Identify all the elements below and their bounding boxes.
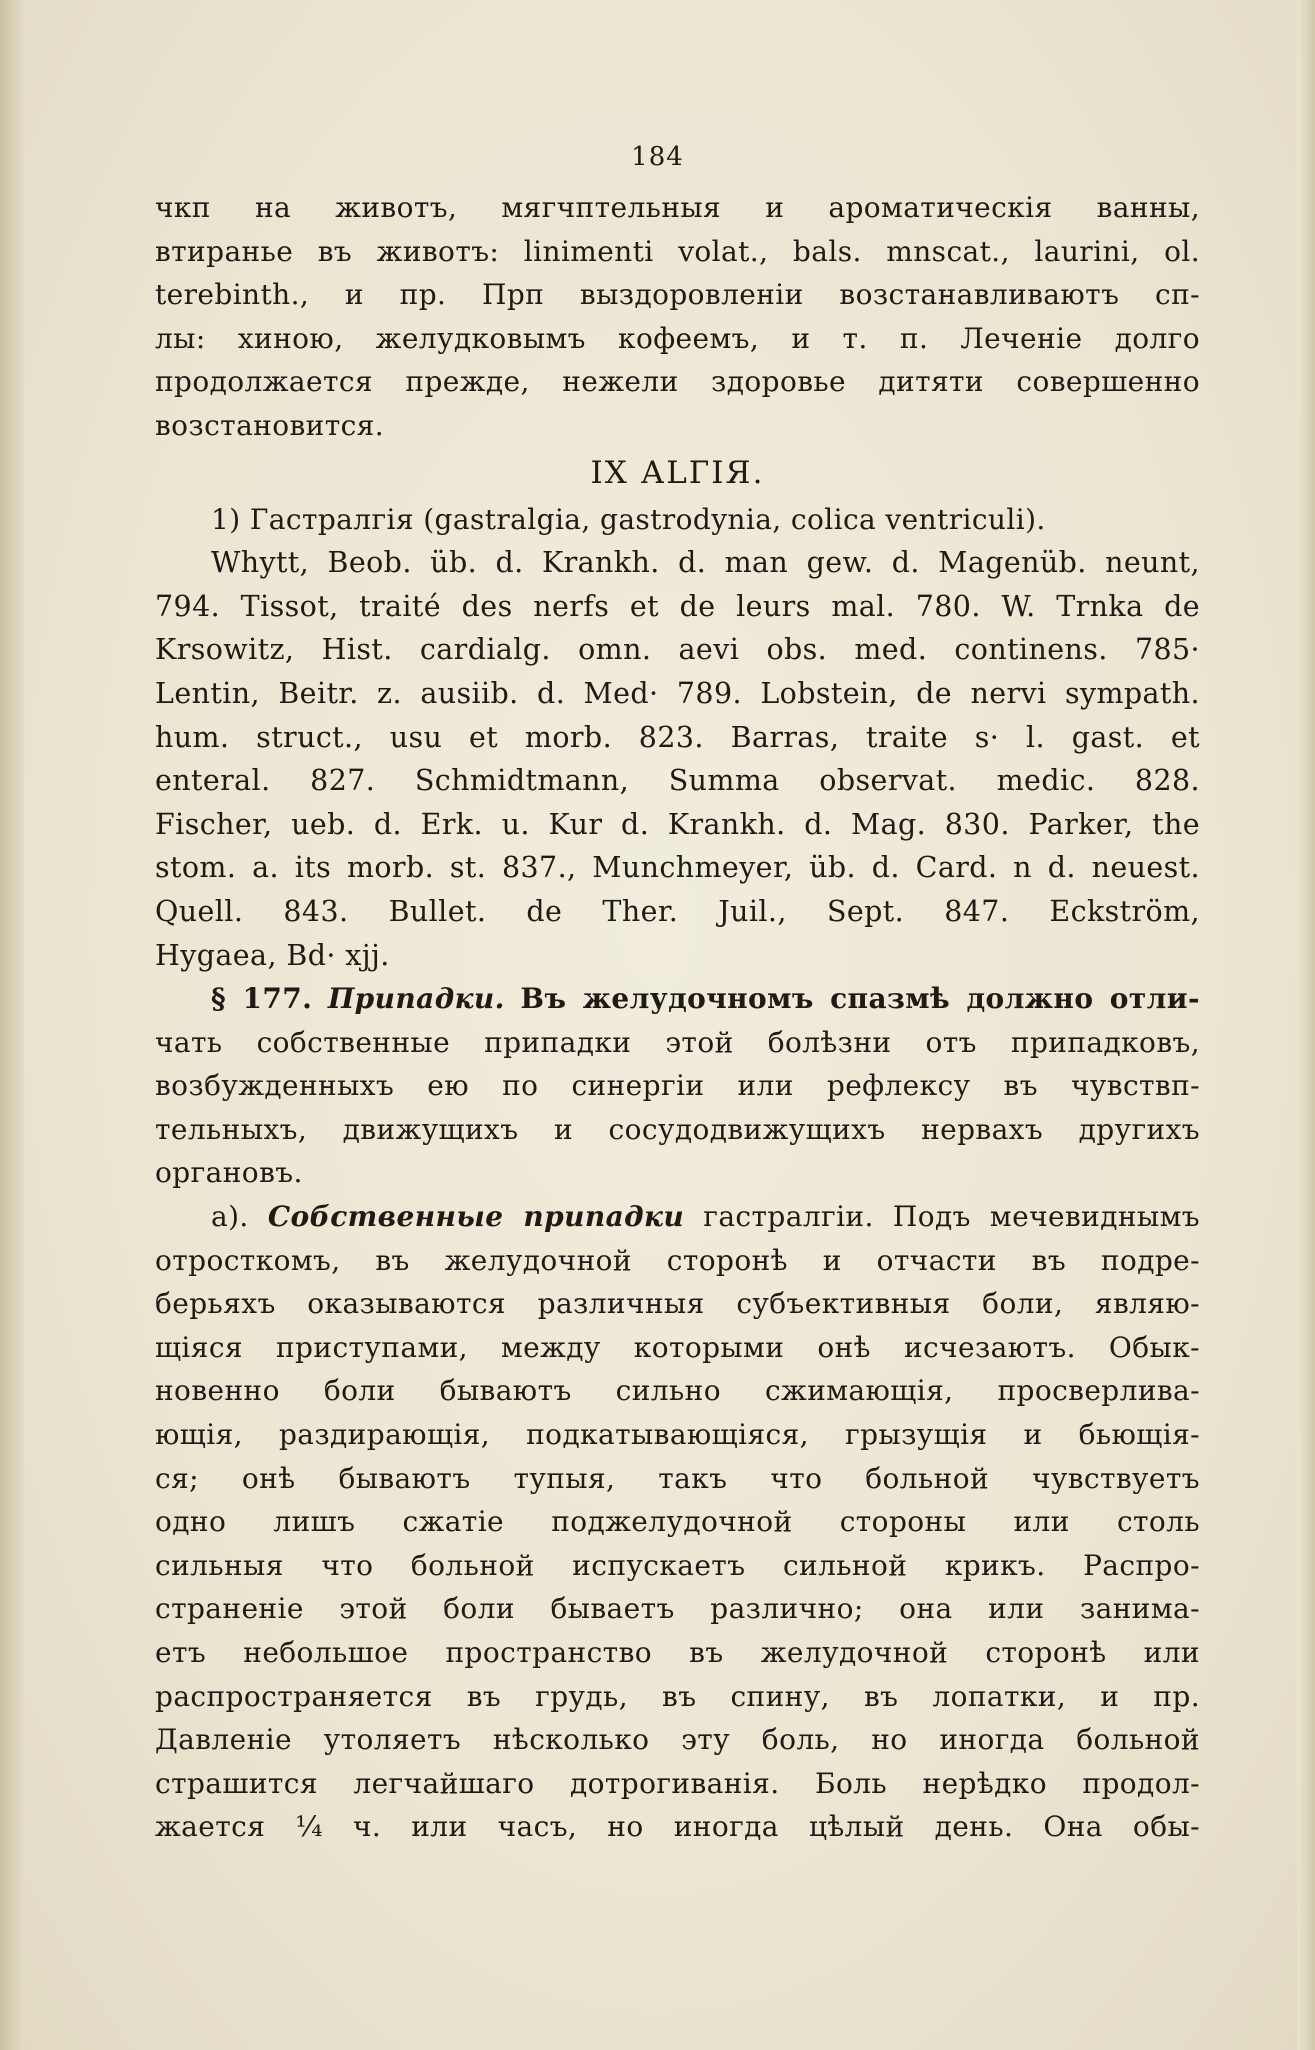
page-number: 184 xyxy=(631,142,684,172)
reference-line: Fischer, ueb. d. Erk. u. Kur d. Krankh. d. Mag. 830. Parker, the xyxy=(155,807,1200,841)
text-line: Давленіе утоляетъ нѣсколько эту боль, но иногда больной xyxy=(155,1723,1200,1757)
section-177-text: Въ желудочномъ спазмѣ должно отли- xyxy=(520,982,1200,1016)
reference-line: Whytt, Beob. üb. d. Krankh. d. man gew. d. Magenüb. neunt, xyxy=(211,546,1200,580)
page-edge-right xyxy=(1297,0,1315,2050)
reference-line: 794. Tissot, traité des nerfs et de leurs mal. 780. W. Trnka de xyxy=(155,589,1200,623)
reference-line: Quell. 843. Bullet. de Ther. Juil., Sept. 847. Eckström, xyxy=(155,894,1200,928)
text-line: возстановится. xyxy=(155,408,385,442)
section-177-number: § 177. xyxy=(211,982,313,1016)
text-line: чкп на животъ, мягчптельныя и ароматическія ванны, xyxy=(155,191,1200,224)
section-177-first-line xyxy=(155,977,1200,1021)
text-line: лы: хиною, желудковымъ кофеемъ, и т. п. Леченіе долго xyxy=(155,321,1200,355)
text-line: новенно боли бываютъ сильно сжимающія, просверлива- xyxy=(155,1374,1200,1408)
page-edge-left xyxy=(0,0,24,2050)
text-line: сильныя что больной испускаетъ сильной крикъ. Распро- xyxy=(155,1548,1200,1582)
paragraph-a-title: Собственные припадки xyxy=(267,1200,685,1234)
text-line: отросткомъ, въ желудочной сторонѣ и отчасти въ подре- xyxy=(155,1243,1200,1277)
paragraph-a-label: а). xyxy=(211,1200,249,1234)
text-line: чать собственные припадки этой болѣзни отъ припадковъ, xyxy=(155,1025,1200,1059)
reference-line: stom. a. its morb. st. 837., Munchmeyer, üb. d. Card. n d. neuest. xyxy=(155,851,1200,885)
text-line: тельныхъ, движущихъ и сосудодвижущихъ нервахъ другихъ xyxy=(155,1112,1200,1146)
text-line: ющія, раздирающія, подкатывающіяся, грызущія и бьющія- xyxy=(155,1418,1200,1452)
text-line: ся; онѣ бываютъ тупыя, такъ что больной чувствуетъ xyxy=(155,1461,1200,1495)
reference-line: Hygaea, Bd· xjj. xyxy=(155,938,390,972)
page-text xyxy=(155,186,1200,1849)
reference-line: hum. struct., usu et morb. 823. Barras, traite s· l. gast. et xyxy=(155,720,1200,754)
subsection-heading: 1) Гастралгія (gastralgia, gastrodynia, colica ventriculi). xyxy=(211,502,1046,536)
reference-line: enteral. 827. Schmidtmann, Summa observat. medic. 828. xyxy=(155,764,1200,798)
section-177-title: Припадки. xyxy=(327,982,505,1016)
text-line: берьяхъ оказываются различныя субъективныя боли, являю- xyxy=(155,1287,1200,1321)
paragraph-a-first-line xyxy=(155,1195,1200,1239)
text-line: возбужденныхъ ею по синергіи или рефлексу въ чувствп- xyxy=(155,1069,1200,1103)
text-line: страненіе этой боли бываетъ различно; она или занима- xyxy=(155,1592,1200,1626)
text-line: органовъ. xyxy=(155,1156,303,1190)
text-line: щіяся приступами, между которыми онѣ исчезаютъ. Обык- xyxy=(155,1330,1200,1364)
text-line: распространяется въ грудь, въ спину, въ лопатки, и пр. xyxy=(155,1679,1200,1713)
reference-line: Krsowitz, Hist. cardialg. omn. aevi obs. med. continens. 785· xyxy=(155,633,1200,667)
text-line: жается ¼ ч. или часъ, но иногда цѣлый день. Она обы- xyxy=(155,1810,1200,1844)
reference-line: Lentin, Beitr. z. ausiib. d. Med· 789. Lobstein, de nervi sympath. xyxy=(155,676,1200,710)
paragraph-a-text: гастралгіи. Подъ мечевиднымъ xyxy=(703,1200,1200,1234)
text-line: страшится легчайшаго дотрогиванія. Боль нерѣдко продол- xyxy=(155,1766,1200,1800)
text-line: одно лишъ сжатіе поджелудочной стороны или столь xyxy=(155,1505,1200,1539)
references-block xyxy=(155,541,1200,977)
section-heading: IX АLГІЯ. xyxy=(590,454,765,491)
text-line: продолжается прежде, нежели здоровье дитяти совершенно xyxy=(155,365,1200,399)
text-line: етъ небольшое пространство въ желудочной сторонѣ или xyxy=(155,1636,1200,1669)
text-line: втиранье въ животъ: linimenti volat., bals. mnscat., laurini, ol. xyxy=(155,234,1200,268)
text-line: terebinth., и пр. Прп выздоровленіи возстанавливаютъ сп- xyxy=(155,278,1200,312)
